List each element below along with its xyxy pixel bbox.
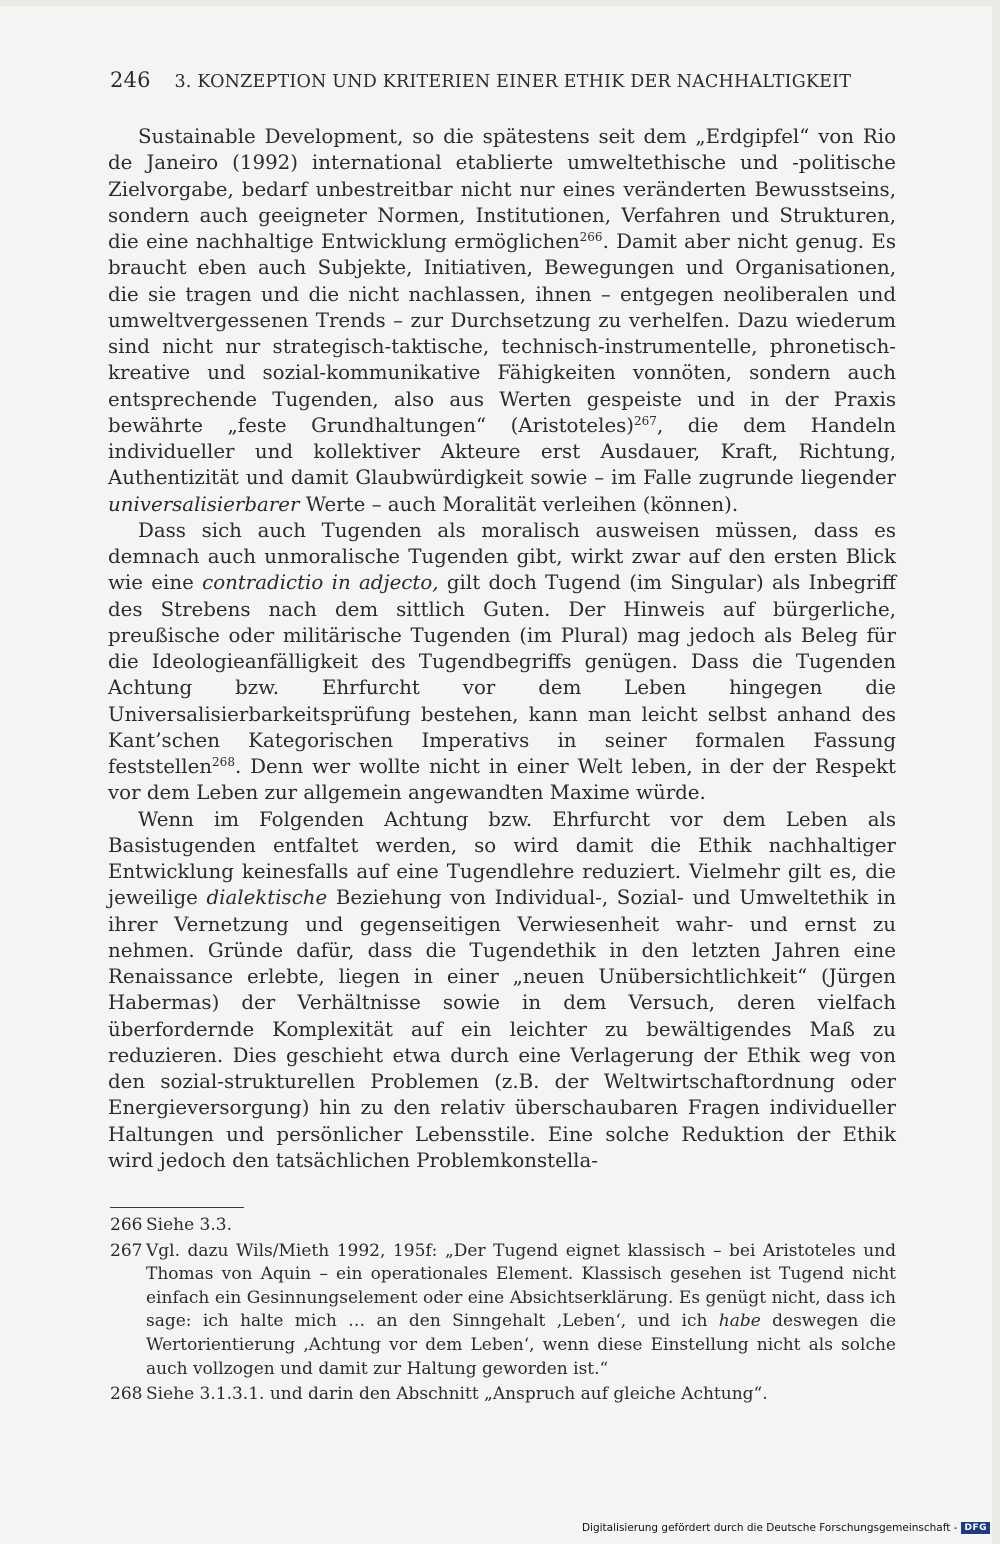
paragraph bbox=[108, 807, 896, 1175]
text-run: Vgl. dazu Wils/Mieth 1992, 195f: „Der Tugend eignet klassisch – bei Aristoteles und Thomas von Aquin – ein operationales Element. Klassisch gesehen ist Tugend nicht einfach ein Gesinnungselement oder eine Absichtserklärung. Es genügt nicht, dass ich sage: ich halte mich … an den Sinngehalt ‚Leben‘, und ich bbox=[146, 1240, 896, 1332]
footnote bbox=[110, 1240, 896, 1382]
footnote-number: 268 bbox=[110, 1384, 143, 1405]
digitization-footer bbox=[582, 1522, 990, 1534]
text-run: deswegen die Wertorientierung ‚Achtung vor dem Leben‘, wenn diese Einstellung nicht als solche auch vollzogen und damit zur Haltung geworden ist.“ bbox=[146, 1311, 896, 1379]
footnotes bbox=[110, 1214, 896, 1409]
text-run: Siehe 3.1.3.1. und darin den Abschnitt „Anspruch auf gleiche Achtung“. bbox=[146, 1384, 768, 1405]
footnote bbox=[110, 1214, 896, 1238]
page-edge bbox=[992, 0, 1000, 1544]
text-run: Siehe 3.3. bbox=[146, 1215, 232, 1235]
text-run: . Damit aber nicht genug. Es braucht eben auch Subjekte, Initiativen, Bewegungen und Organisationen, die sie tragen und die nicht nachlassen, ihnen – entgegen neoliberalen und umweltvergessenen Trends – zur Durchsetzung zu verhelfen. Dazu wiederum sind nicht nur strategisch-taktische, technisch-instrumentelle, phronetisch-kreative und sozial-kommunikative Fähigkeiten vonnöten, sondern auch entsprechende Tugenden, also aus Werten gespeiste und in der Praxis bewährte „feste Grundhaltungen“ (Aristoteles) bbox=[108, 230, 896, 437]
main-text bbox=[108, 124, 896, 1174]
emphasized-text: universalisierbarer bbox=[108, 492, 300, 516]
footnote bbox=[110, 1383, 896, 1407]
footnote-reference: 268 bbox=[212, 755, 235, 769]
footnote-text bbox=[146, 1240, 896, 1382]
text-run: Dass sich auch Tugenden als moralisch ausweisen müssen, dass es demnach auch unmoralische Tugenden gibt, wirkt zwar auf den ersten Blick wie eine bbox=[108, 518, 896, 595]
page-edge bbox=[0, 0, 1000, 6]
footnote-text bbox=[146, 1214, 896, 1238]
emphasized-text: contradictio in adjecto, bbox=[202, 571, 439, 595]
page-number: 246 bbox=[110, 68, 151, 92]
footnote-text bbox=[146, 1383, 896, 1407]
paragraph bbox=[108, 518, 896, 807]
paragraph bbox=[108, 124, 896, 518]
footnote-number: 266 bbox=[110, 1215, 143, 1235]
text-run: Werte – auch Moralität verleihen (können). bbox=[299, 492, 739, 516]
emphasized-text: dialektische bbox=[206, 886, 328, 910]
text-run: gilt doch Tugend (im Singular) als Inbegriff des Strebens nach dem sittlich Guten. Der Hinweis auf bürgerliche, preußische oder militärische Tugenden (im Plural) mag jedoch als Beleg für die Ideologieanfälligkeit des Tugendbegriffs genügen. Dass die Tugenden Achtung bzw. Ehrfurcht vor dem Leben hingegen die Universalisierbarkeitsprüfung bestehen, kann man leicht selbst anhand des Kant’schen Kategorischen Imperativs in seiner formalen Fassung feststellen bbox=[108, 571, 897, 778]
text-run: . Denn wer wollte nicht in einer Welt leben, in der der Respekt vor dem Leben zur allgemein angewandten Maxime würde. bbox=[108, 755, 896, 805]
footnote-number: 267 bbox=[110, 1240, 143, 1261]
emphasized-text: habe bbox=[718, 1311, 761, 1332]
text-run: Beziehung von Individual-, Sozial- und Umweltethik in ihrer Vernetzung und gegenseitigen Verwiesenheit wahr- und ernst zu nehmen. Gründe dafür, dass die Tugendethik in den letzten Jahren eine Renaissance erlebte, liegen in einer „neuen Unübersichtlichkeit“ (Jürgen Habermas) der Verhältnisse sowie in dem Versuch, deren vielfach überfordernde Komplexität auf ein leichter zu bewältigendes Maß zu reduzieren. Dies geschieht etwa durch eine Verlagerung der Ethik weg von den sozial-strukturellen Problemen (z.B. der Weltwirtschaftordnung oder Energieversorgung) hin zu den relativ überschaubaren Fragen individueller Haltungen und persönlicher Lebensstile. Eine solche Reduktion der Ethik wird jedoch den tatsächlichen Problemkonstella- bbox=[108, 886, 896, 1172]
text-run: Wenn im Folgenden Achtung bzw. Ehrfurcht vor dem Leben als Basistugenden entfaltet werden, so wird damit die Ethik nachhaltiger Entwicklung keinesfalls auf eine Tugendlehre reduziert. Vielmehr gilt es, die jeweilige bbox=[108, 807, 896, 910]
footnote-divider bbox=[110, 1207, 244, 1208]
footnote-reference: 267 bbox=[634, 413, 657, 428]
text-run: Sustainable Development, so die spätestens seit dem „Erdgipfel“ von Rio de Janeiro (1992) international etablierte umweltethische und -politische Zielvorgabe, bedarf unbestreitbar nicht nur eines veränderten Bewusstseins, sondern auch geeigneter Normen, Institutionen, Verfahren und Strukturen, die eine nachhaltige Entwicklung ermöglichen bbox=[108, 125, 896, 253]
footnote-reference: 266 bbox=[579, 230, 603, 244]
dfg-logo: DFG bbox=[961, 1522, 990, 1534]
running-header bbox=[110, 68, 900, 92]
text-run: , die dem Handeln individueller und kollektiver Akteure erst Ausdauer, Kraft, Richtung, Authentizität und damit Glaubwürdigkeit sowie – im Falle zugrunde liegender bbox=[108, 413, 896, 490]
running-title: 3. KONZEPTION UND KRITERIEN EINER ETHIK DER NACHHALTIGKEIT bbox=[174, 72, 852, 92]
digitization-notice: Digitalisierung gefördert durch die Deutsche Forschungsgemeinschaft - bbox=[581, 1522, 958, 1534]
